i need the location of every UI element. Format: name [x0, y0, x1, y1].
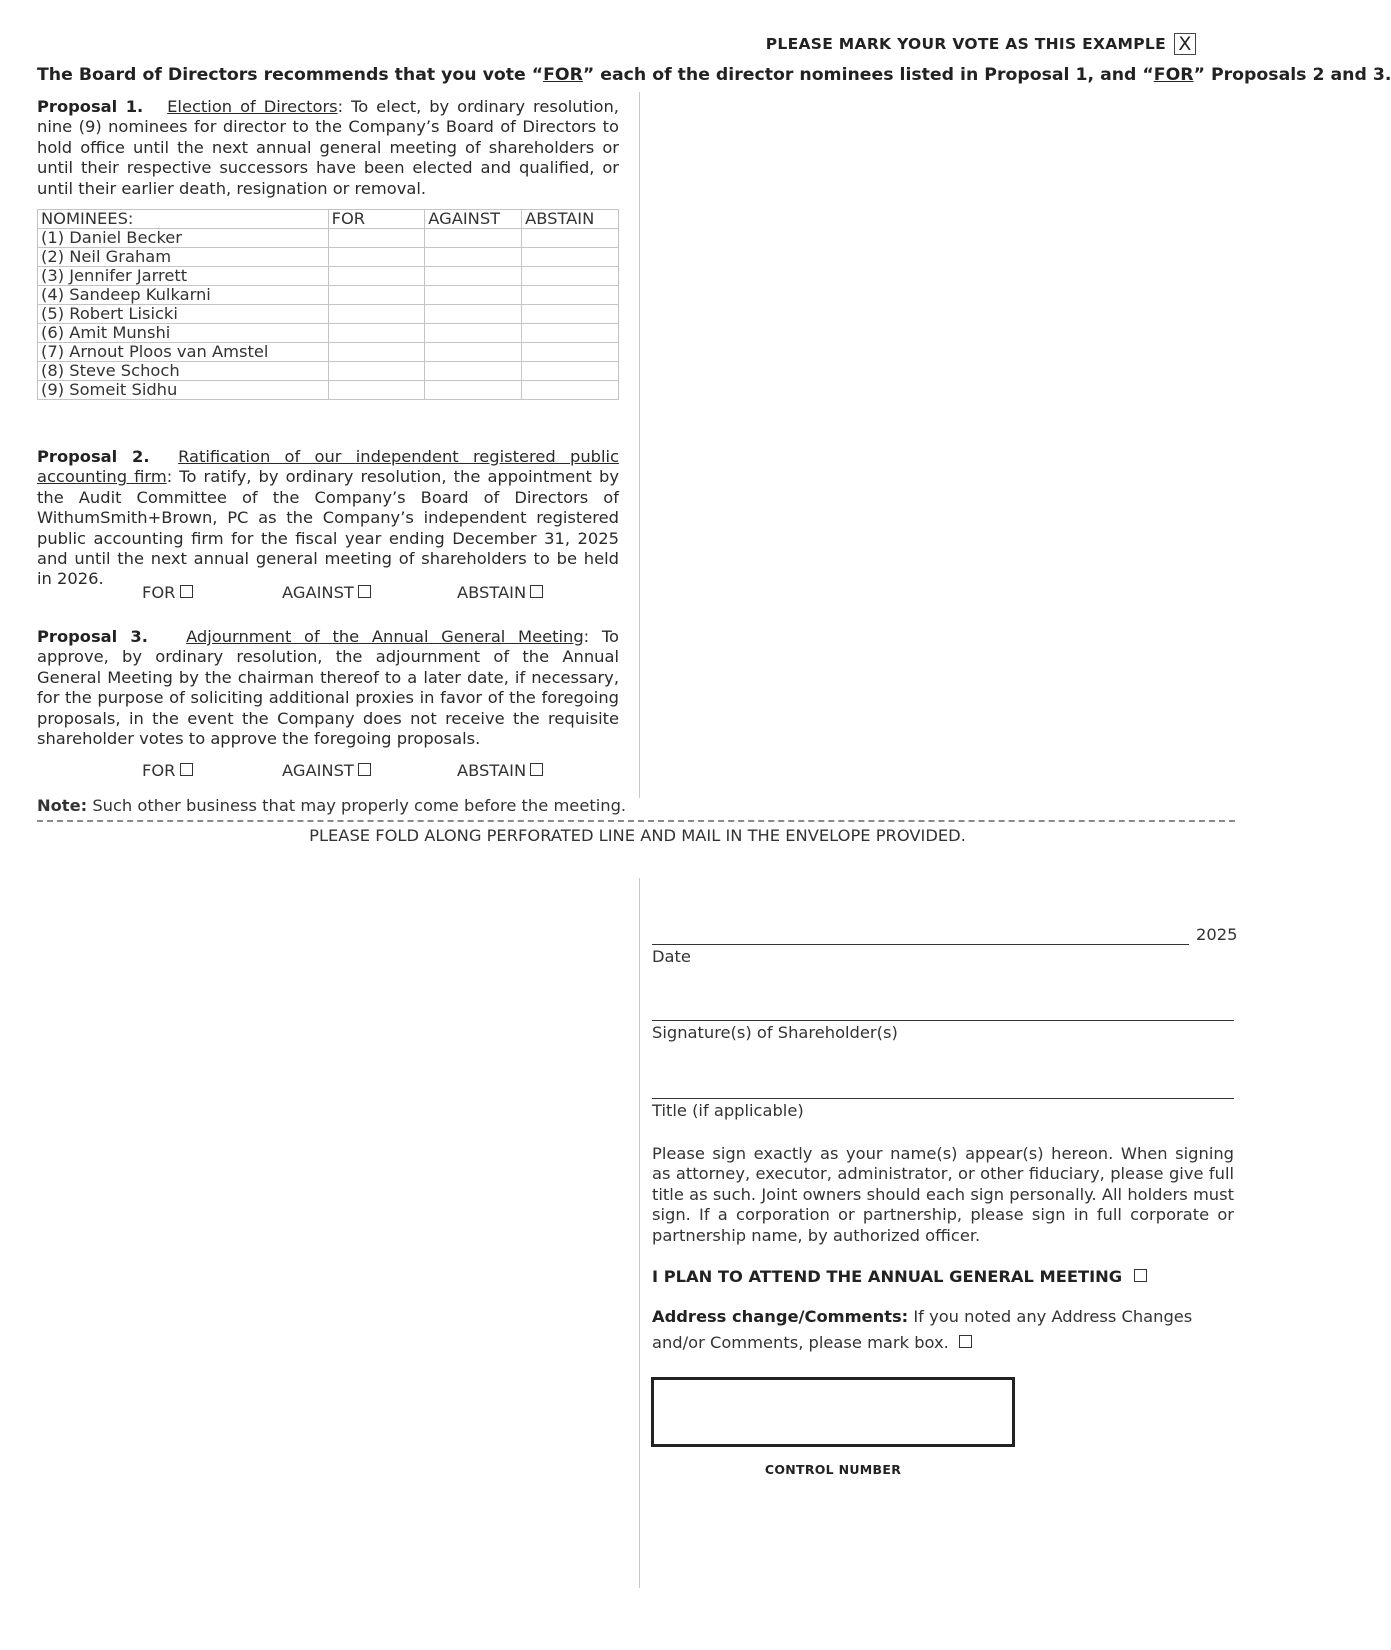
nominee-row — [38, 305, 619, 324]
abstain-label: ABSTAIN — [457, 761, 527, 780]
vote-abstain-cell[interactable] — [522, 267, 619, 286]
against-label: AGAINST — [282, 583, 354, 602]
nominee-name: (6) Amit Munshi — [38, 324, 329, 343]
control-number-label: CONTROL NUMBER — [764, 1462, 902, 1477]
nominee-name: (4) Sandeep Kulkarni — [38, 286, 329, 305]
perforated-fold-line — [37, 820, 1235, 822]
top-column-divider — [639, 92, 640, 798]
proposal-3-abstain-option[interactable] — [457, 761, 543, 780]
header-abstain: ABSTAIN — [522, 210, 619, 229]
header-against: AGAINST — [425, 210, 522, 229]
for-label: FOR — [142, 583, 176, 602]
recommend-text-c: ” Proposals 2 and 3. — [1193, 65, 1391, 85]
vote-against-cell[interactable] — [425, 362, 522, 381]
signature-label: Signature(s) of Shareholder(s) — [652, 1023, 898, 1042]
nominee-name: (7) Arnout Ploos van Amstel — [38, 343, 329, 362]
proposal-2-for-option[interactable] — [142, 583, 193, 602]
vote-against-cell[interactable] — [425, 324, 522, 343]
example-label: PLEASE MARK YOUR VOTE AS THIS EXAMPLE — [765, 35, 1166, 53]
nominee-name: (8) Steve Schoch — [38, 362, 329, 381]
vote-against-cell[interactable] — [425, 286, 522, 305]
proposal-2-abstain-option[interactable] — [457, 583, 543, 602]
address-change-checkbox[interactable] — [959, 1335, 972, 1348]
proposal-1 — [37, 97, 619, 199]
recommend-for-2: FOR — [1153, 65, 1194, 85]
vote-for-cell[interactable] — [328, 248, 425, 267]
proposal-3-title: Adjournment of the Annual General Meeting — [186, 627, 584, 646]
proposal-1-label: Proposal 1. — [37, 97, 144, 116]
vote-against-cell[interactable] — [425, 229, 522, 248]
abstain-checkbox[interactable] — [530, 763, 543, 776]
vote-for-cell[interactable] — [328, 229, 425, 248]
vote-for-cell[interactable] — [328, 381, 425, 400]
vote-against-cell[interactable] — [425, 343, 522, 362]
against-checkbox[interactable] — [358, 585, 371, 598]
vote-abstain-cell[interactable] — [522, 248, 619, 267]
nominee-row — [38, 248, 619, 267]
header-for: FOR — [328, 210, 425, 229]
nominee-name: (2) Neil Graham — [38, 248, 329, 267]
proposal-3-against-option[interactable] — [282, 761, 371, 780]
proposal-2-label: Proposal 2. — [37, 447, 150, 466]
proposal-3 — [37, 627, 619, 749]
address-label: Address change/Comments: — [652, 1307, 909, 1326]
for-label: FOR — [142, 761, 176, 780]
nominee-name: (5) Robert Lisicki — [38, 305, 329, 324]
proposal-1-text: : To elect, by ordinary resolution, nine (9) nominees for director to the Company’s Board of Directors to hold office until the next annual general meeting of shareholders or until their respective successors have been elected and qualified, or until their earlier death, resignation or removal. — [37, 97, 619, 198]
recommend-text-a: The Board of Directors recommends that you vote “ — [37, 65, 544, 85]
vote-against-cell[interactable] — [425, 305, 522, 324]
vote-abstain-cell[interactable] — [522, 324, 619, 343]
abstain-label: ABSTAIN — [457, 583, 527, 602]
nominee-row — [38, 381, 619, 400]
for-checkbox[interactable] — [180, 585, 193, 598]
title-label: Title (if applicable) — [652, 1101, 804, 1120]
nominees-header-row — [38, 210, 619, 229]
signature-line[interactable] — [652, 1020, 1234, 1021]
attend-meeting-option[interactable] — [652, 1267, 1147, 1286]
nominee-row — [38, 286, 619, 305]
vote-abstain-cell[interactable] — [522, 229, 619, 248]
nominee-row — [38, 343, 619, 362]
against-checkbox[interactable] — [358, 763, 371, 776]
vote-against-cell[interactable] — [425, 267, 522, 286]
address-change — [652, 1304, 1234, 1356]
vote-abstain-cell[interactable] — [522, 343, 619, 362]
address-text: If you noted any Address Changes and/or Comments, please mark box. — [652, 1307, 1193, 1352]
bottom-column-divider — [639, 878, 640, 1588]
vote-against-cell[interactable] — [425, 248, 522, 267]
nominee-name: (3) Jennifer Jarrett — [38, 267, 329, 286]
vote-for-cell[interactable] — [328, 305, 425, 324]
vote-abstain-cell[interactable] — [522, 286, 619, 305]
nominee-name: (9) Someit Sidhu — [38, 381, 329, 400]
date-year: 2025 — [1196, 925, 1238, 944]
example-x-mark: X — [1174, 33, 1196, 55]
header-nominees: NOMINEES: — [38, 210, 329, 229]
recommend-for-1: FOR — [543, 65, 583, 85]
fold-instruction: PLEASE FOLD ALONG PERFORATED LINE AND MAIL IN THE ENVELOPE PROVIDED. — [309, 826, 966, 845]
for-checkbox[interactable] — [180, 763, 193, 776]
vote-for-cell[interactable] — [328, 267, 425, 286]
proposal-2-text: : To ratify, by ordinary resolution, the appointment by the Audit Committee of the Company’s Board of Directors of WithumSmith+Brown, PC as the Company’s independent registered public accounting firm for the fiscal year ending December 31, 2025 and until the next annual general meeting of shareholders to be held in 2026. — [37, 467, 619, 589]
example-instruction — [766, 33, 1196, 55]
proposal-3-for-option[interactable] — [142, 761, 193, 780]
nominee-row — [38, 324, 619, 343]
vote-for-cell[interactable] — [328, 362, 425, 381]
against-label: AGAINST — [282, 761, 354, 780]
proposal-2 — [37, 447, 619, 590]
vote-against-cell[interactable] — [425, 381, 522, 400]
vote-for-cell[interactable] — [328, 286, 425, 305]
proposal-1-title: Election of Directors — [167, 97, 338, 116]
vote-abstain-cell[interactable] — [522, 305, 619, 324]
title-line[interactable] — [652, 1098, 1234, 1099]
date-label: Date — [652, 947, 691, 966]
attend-label: I PLAN TO ATTEND THE ANNUAL GENERAL MEETING — [652, 1267, 1123, 1286]
proposal-3-label: Proposal 3. — [37, 627, 148, 646]
proposal-3-text: : To approve, by ordinary resolution, the adjournment of the Annual General Meeting by the chairman thereof to a later date, if necessary, for the purpose of soliciting additional proxies in favor of the foregoing proposals, in the event the Company does not receive the requisite shareholder votes to approve the foregoing proposals. — [37, 627, 619, 749]
nominees-table — [37, 209, 619, 400]
note — [37, 796, 626, 815]
note-text: Such other business that may properly come before the meeting. — [87, 796, 627, 815]
nominee-row — [38, 362, 619, 381]
recommend-text-b: ” each of the director nominees listed in Proposal 1, and “ — [582, 65, 1154, 85]
vote-abstain-cell[interactable] — [522, 381, 619, 400]
nominee-row — [38, 267, 619, 286]
proposal-2-title: Ratification of our independent registered public accounting firm — [37, 447, 619, 487]
nominee-row — [38, 229, 619, 248]
board-recommendation — [37, 65, 1391, 85]
note-label: Note: — [37, 796, 88, 815]
abstain-checkbox[interactable] — [530, 585, 543, 598]
control-number-box — [651, 1377, 1015, 1447]
nominee-name: (1) Daniel Becker — [38, 229, 329, 248]
vote-for-cell[interactable] — [328, 324, 425, 343]
vote-abstain-cell[interactable] — [522, 362, 619, 381]
signing-instructions: Please sign exactly as your name(s) appear(s) hereon. When signing as attorney, executor, administrator, or other fiduciary, please give full title as such. Joint owners should each sign personally. All holders must sign. If a corporation or partnership, please sign in full corporate or partnership name, by authorized officer. — [652, 1144, 1234, 1245]
vote-for-cell[interactable] — [328, 343, 425, 362]
proposal-2-against-option[interactable] — [282, 583, 371, 602]
date-line[interactable] — [652, 944, 1189, 945]
attend-checkbox[interactable] — [1134, 1269, 1147, 1282]
